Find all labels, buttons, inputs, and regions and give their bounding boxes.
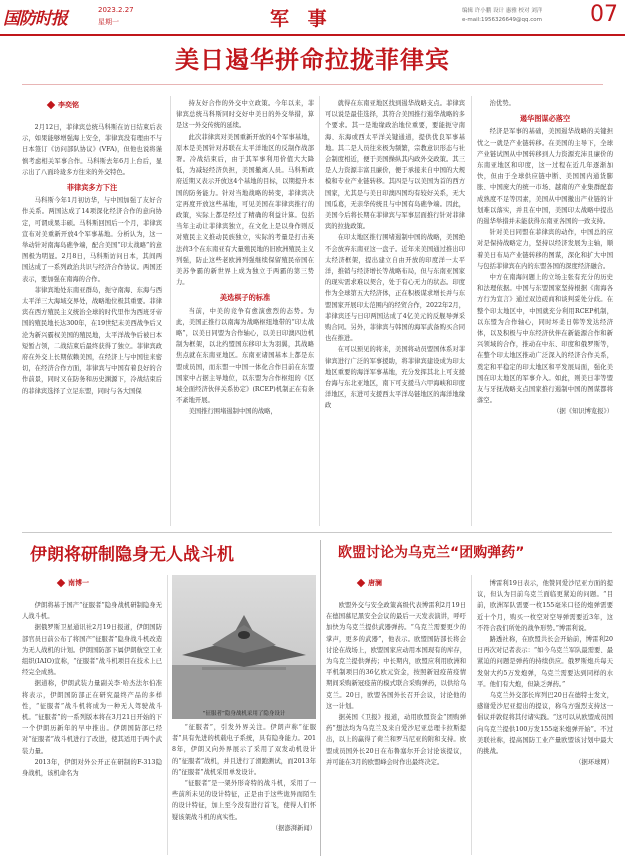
column-divider — [170, 96, 171, 526]
paragraph: 乌克兰外交部长库列巴20日在德特士发文，感谢爱沙尼亚提出的提议，称乌方强烈支持这一倡议并敦促将其付诸实践。“这可以从欧盟成员国向乌克兰提供100万发155毫米炮弹开始”。不过美联社称，提高国防工业产量欧盟该讨划中最大的挑战。 — [477, 692, 613, 756]
headline-rule — [22, 84, 603, 85]
paragraph: 伊朗将基于国产“征服者”隐身战机研制隐身无人战斗机。 — [22, 602, 162, 621]
contact-email: e-mail:1956326649@qq.com — [462, 17, 542, 23]
article2-col-2 — [172, 722, 316, 834]
paragraph: 2013年，伊朗对外公开正在研制的F-313隐身战机，该机命名为 — [22, 758, 162, 778]
main-col-4 — [477, 98, 613, 418]
article3-author: 唐澜 — [358, 578, 382, 588]
source-credit: （据环球网） — [575, 759, 613, 767]
masthead — [0, 0, 625, 38]
article3-col-1 — [326, 600, 466, 768]
article-divider — [320, 540, 321, 856]
main-col-1 — [22, 122, 162, 397]
diamond-icon — [57, 579, 65, 587]
paragraph: 美国推行围堵遏制中国的战略， — [188, 408, 277, 416]
column-divider — [471, 96, 472, 526]
paragraph: 菲律宾地处东南亚群岛，扼守南海、东海与西太平洋三大海域交界处，战略地位极其重要。菲律宾在西方殖民主义统治全球的时代里作为西班牙帝国的殖民地长达300年，在19世纪末美西战争后又沦为新兴霸权美国的殖民地，太平洋战争后被日本短暂占领，二战结束后最终获得了独立。菲律宾政府在外交上长期依赖美国，在经济上与中国往来密切，在经济合作方面，菲律宾与中国有着良好的合作前景，同时又在防务和历史渊源下，冷战结束后的菲律宾选择了立足东盟，同时与各大国保 — [22, 286, 162, 395]
diamond-icon — [357, 579, 365, 587]
editor-line: 编辑 许小鹏 设计 惠雅 校对 刘洋 — [462, 8, 543, 14]
paragraph: “征服者”，引发外界关注。伊朗声称“征服者”具有先进的机载电子系统，具有隐身能力。2018年，伊朗又向外界展示了采用了双发动机设计的“征服者”战机，并且进行了滑跑测试，而2013年的“征服者”战机采用单发设计。 — [172, 724, 316, 776]
paragraph: 就得在东南亚地区找到遏华战略支点。菲律宾可以说是最佳选择，其符合美国推行遏华战略的多个要求。其一是地缘政治地位重要，要能扼守南海、东海或西太平洋关键通道，提供优良军事基地。其二是人员往来极为频繁，宗教意识形态与社会制度相近，便于美国操纵其内政外交政策。其三是人力资源丰富且廉价，便于承接来自中国的大规模和专业产业链转移。其四是与以美国为首的西方国家，尤其是与美日印澳四国均有较好关系，无大国瓜葛，无亲华传统且与中国有岛礁争端。因此，美国今后将长期在菲律宾与军事层面推行针对菲律宾的拉拢政策。 — [325, 100, 465, 231]
paragraph: 针对美日同盟在菲律宾的动作，中国总的应对是保持战略定力，坚持以经济发展为主轴，顺着美日布局产业链转移的图谋，深化和扩大中国与包括菲律宾在内的东盟各国的深度经济融合。 — [477, 229, 613, 270]
paragraph: 2月12日，菲律宾总统马科斯在访日结束后表示，如果能够增强海上安全，菲律宾没有理由不与日本签订《访问部队协议》(VFA)，但他也说将谨慎考虑相关军事合作。马科斯去年6月上台后，显示出了八面玲珑多方往来的外交特色。 — [22, 124, 162, 176]
photo-caption: “征服者”隐身战机采用了隐身设计 — [202, 711, 286, 717]
article2-author: 南博一 — [58, 578, 89, 588]
column-divider — [167, 575, 168, 855]
issue-date: 2023.2.27 — [98, 6, 134, 14]
article2-col-1 — [22, 600, 162, 779]
source-credit: （据《知识博览报》） — [553, 408, 613, 416]
paragraph: 马科斯今年1月初访华，与中国加强了友好合作关系。两国达成了14项深化经济合作的意向协定，可谓成果丰硕。马科斯回国后一个月，菲律宾宣布对美重新开放4个军事基地。分析认为，这一举动针对南海岛礁争端，配合美国“印太战略”的意图极为明显。2月8日，马科斯访问日本，其间两国达成了一系列政治共识与经济合作协议。两国还表示，要加强在南海的合作。 — [22, 197, 162, 283]
paragraph: 当前，中美的竞争有愈演愈烈的态势。为此，美国正推行以南海为战略枢纽地带的“印太战略”，以美日同盟为合作轴心，以美日印澳四边机制为框架，以北约盟国东移印太为羽翼，其战略焦点就在东南亚地区。东南亚诸国基本上都是东盟成员国，而东盟一中国一体化合作目前在东盟国家中占据主导地位，以东盟为合作枢纽的《区域全面经济伙伴关系协定》(RCEP)机制正在有条不紊地开展。 — [176, 307, 314, 405]
paragraph: 博雷利19日表示，他赞同爱沙尼亚方面的提议，但认为目前乌克兰面临更紧迫的问题。“目前，欧洲军队需要一枚155毫米口径的炮弹需要近十个月，购买一枚空对空导弹需要近3年，这不符合我们所处的战争形势。”博雷利说。 — [477, 580, 613, 632]
subheading: 美选棋子的标准 — [219, 293, 271, 303]
paragraph: 欧盟外交与安全政策高级代表博雷利2月19日在德国慕尼黑安全会议的最后一天发表演讲，呼吁加快为乌克兰提供武器弹药。“乌克兰需要更少的掌声，更多的武器”，他表示。欧盟国防部长将会讨论在战场上，欧盟国家应动用本国现有的库存，为乌克兰提供弹药；中长期内，欧盟应利用欧洲和平机制项目的36亿欧元资金，按照新冠疫苗疫情期间采购新冠疫苗的模式联合采购弹药，以供给乌克兰。20日，欧盟各国外长召开会议，讨论他的这一计划。 — [326, 602, 466, 710]
newspaper-logo: 国防时报 — [3, 9, 67, 29]
paragraph: 持友好合作的外交中立政策。今年以来，菲律宾总统马科斯同时交好中美日的外交举措，算是这一外交传统的延续。 — [176, 100, 314, 130]
paragraph: 据道称，伊朗武装力量副关李·哈杰法尔伯准将表示，伊朗国防部正在研究最终产品的多样性，“征服者”战斗机将成为一种无人驾驶战斗机。“征服者”的一系列版本将在3月21日开始的下一个伊朗历新年的早中推出。伊朗国防部已经对“征服者”战斗机进行了改进，使其适用于两个武装力量。 — [22, 680, 162, 755]
paragraph: 经济是军事的基础，美国遏华战略的关键担忧之一就是产业链转移。在美国的主导下，全球产业链试图从中国转移到人力资源充沛且廉价的东南亚地区和印度，这一过程在近几年逐渐加快，但由于全球供应链中断、美国国内通货膨胀、中国庞大的统一市场、越南的产业集群配套成熟度不足等因素，美国从中国撤出产业链的计划难以落实，并且在中国，美国印太战略中提出的遏华举措并未能获得东南亚各国的一致支持。 — [477, 128, 613, 226]
main-headline — [0, 40, 625, 82]
main-col-2 — [176, 98, 314, 418]
article3-col-2 — [477, 578, 613, 768]
issue-weekday: 星期一 — [98, 18, 119, 26]
article2-headline: 伊朗将研制隐身无人战斗机 — [30, 545, 234, 565]
source-credit: （据澎湃新闻） — [271, 824, 316, 832]
paragraph: 路透社称，在欧盟共长会开始前，博雷利20日再次对记者表示：“如今乌克兰军队最需要、最紧迫的问题是弹药的持续供应。俄罗斯炮兵每天发射大约5万发炮弹，乌克兰需要达到同样的水平。他们有大炮，但缺乏弹药。” — [477, 636, 613, 688]
stealth-fighter-photo — [172, 575, 316, 719]
diamond-icon — [47, 101, 55, 109]
header-rule — [0, 34, 625, 36]
subheading: 菲律宾多方下注 — [66, 183, 118, 193]
main-col-3 — [325, 98, 465, 412]
paragraph: 治优势。 — [489, 100, 515, 107]
column-divider — [471, 575, 472, 855]
paragraph: “征服者”是一架外形奇特的战斗机，采用了一些前所未见的设计特征，正是由于这些诡异而陌生的设计特征，加上至今没有进行首飞，使得人们怀疑该架战斗机的真实性。 — [172, 780, 316, 821]
paragraph: 此次菲律宾对美国重新开放的4个军事基地，原本是美国针对苏联在太平洋地区的反制作战部署。冷战结束后，由于其军事利用价值大大降低，为减轻经济负担，美国撤离人员。马科斯政府近期又表示开放这4个基地的目标，以期提升本国的防务能力。针对当地战略的转变，菲律宾决定再度开放这些基地，可见美国在菲律宾推行的政策，实际上都是经过了精确的利益计算。包括当年主动让菲律宾独立，在文化上是以身作则反对殖民主义推动民族独立，实际的考量是打击英法荷3个在东南亚有大量殖民地的旧欧洲殖民主义列强，防止这些老欧洲列强继续保留殖民帝国在美苏争霸的新世界上成为独立于两霸的第三势力。 — [176, 133, 314, 287]
paragraph: 据俄罗斯卫星通讯社2月19日报道，伊朗国防部官员日前公布了将国产“征服者”隐身战斗机改造为无人战机的计划。伊朗国防部下属伊朗航空工业组织(IAIO)宣称，“征服者”战斗机项目在技术上已经完全成熟。 — [22, 624, 162, 677]
section-title: 军 事 — [270, 8, 333, 30]
article3-headline: 欧盟讨论为乌克兰“团购弹药” — [338, 545, 525, 561]
paragraph: 在印太地区推行围堵遏制中国的战略，美国绝不会放弃东南亚这一盘子。近年来美国通过推出印太经济框架，提出建立自由开放的印度洋一太平洋，推销与经济增长等战略布局，但与东南亚国家的现实需求难以契合，处于有心无力的状态。印度作为全球第五大经济体，正在积极谋求增长并与东盟国家开展印太范围内的经贸合作，2022年2月，菲律宾还与日印两国达成了4亿美元的反舰导弹采购合同。另外，菲律宾与韩国的海军武备购买合同也在推进。 — [325, 234, 465, 343]
paragraph: 据英国《卫报》报道，动用欧盟资金“团购弹药”想法均为乌克兰及来自爱沙尼亚总理卡拉斯提出，以上的赢得了荷兰和罗马尼亚的附和支持。欧盟成员国外长20日在布鲁塞尔开会讨论该提议，并可能在3月的欧盟峰会时作出最终决定。 — [326, 714, 466, 766]
subheading: 遏华图谋必落空 — [519, 114, 571, 124]
main-headline-text: 美日遏华拼命拉拢菲律宾 — [175, 46, 450, 74]
main-author: 李奕铭 — [48, 100, 79, 110]
paragraph: 在可以预见的将来，美国将动员盟国体系对菲律宾进行广泛的军事援助，将菲律宾建设成为印太地区重要的海洋军事基地，充分发挥其北上可支援台海与东北亚地区，南下可支援马六甲海峡和印度洋地区，东进可支援西太平洋岛链地区的海洋地缘政 — [325, 346, 465, 410]
page-number: 07 — [590, 2, 618, 27]
fighter-jet-icon — [172, 575, 316, 719]
column-divider — [319, 96, 320, 526]
section-separator — [22, 532, 612, 533]
paragraph: 中方在南海问题上的立场主张有充分的历史和法理依据。中国与东盟国家坚持根据《南海各方行为宣言》通过双边磋商和谈判妥处分歧。在整个印太地区中，中国就充分利用RCEP机制，以东盟为合作轴心，同时坏柔日韩等发达经济体，以及积极与中东经济伙伴在新能源合作和新兴领域的合作，推动在中东、印度和俄罗斯等，在整个印太地区推动广泛深入的经济合作关系，奠定和平稳定的印太地区和平发展局面，强化美国在印太地区的军事介入。如此，则美日菲等盟友与牙抚战略支点国家推行遏制中国的图谋都将落空。 — [477, 274, 613, 405]
